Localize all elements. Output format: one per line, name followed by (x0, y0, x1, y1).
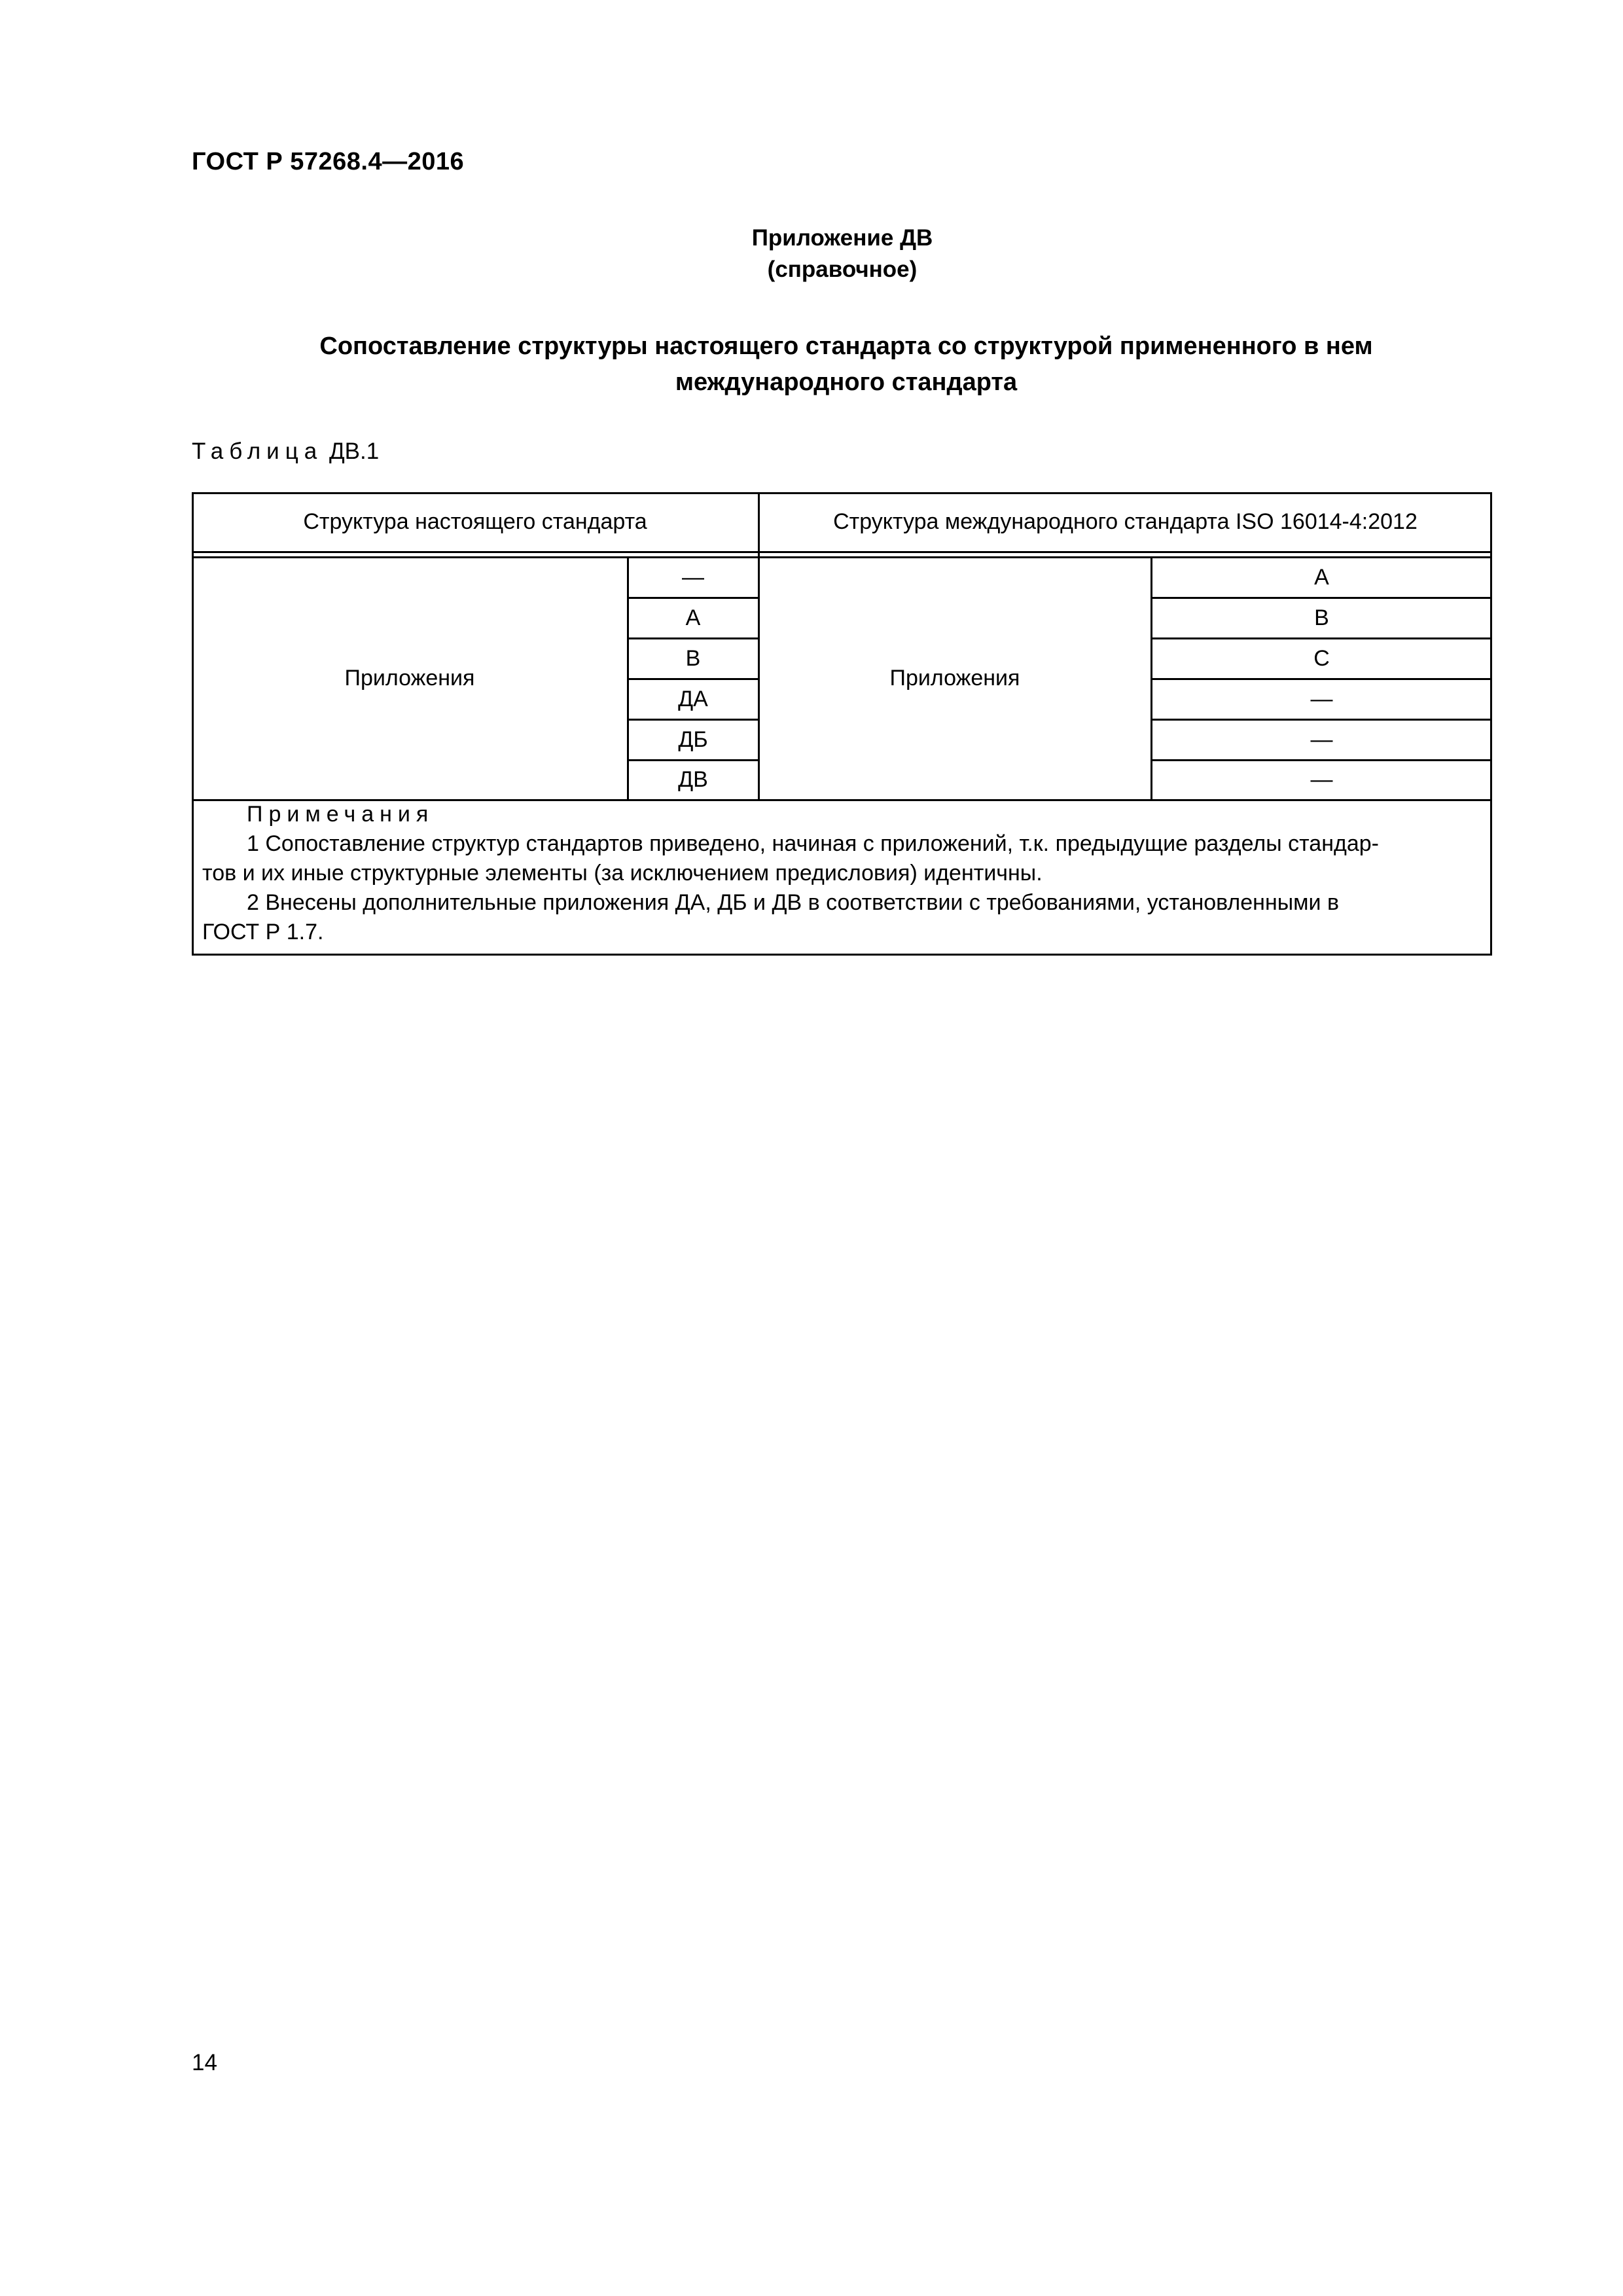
right-group-label: Приложения (889, 666, 1020, 691)
appendix-title: Приложение ДВ (751, 225, 933, 251)
column-separator-main (758, 492, 760, 800)
note-1-line-1: 1 Сопоставление структур стандартов приведено, начиная с приложений, т.к. предыдущие разделы стандар- (247, 831, 1379, 856)
table-border-top (192, 492, 1492, 494)
left-item: ДБ (678, 726, 708, 752)
left-item: В (685, 645, 701, 671)
table-border-right (1490, 492, 1492, 956)
left-item: А (685, 605, 701, 630)
header-cell-current-standard: Структура настоящего стандарта (303, 509, 647, 534)
right-item: — (1310, 686, 1333, 711)
header-rule-upper (192, 551, 1492, 553)
right-item-rule (1151, 719, 1492, 721)
notes-rule (192, 799, 1492, 801)
header-cell-international-standard: Структура международного стандарта ISO 16014-4:2012 (833, 509, 1418, 534)
page-number: 14 (192, 2050, 217, 2075)
appendix-status: (справочное) (767, 257, 918, 282)
table-border-left (192, 492, 194, 956)
right-item: A (1314, 564, 1329, 590)
left-item-rule (628, 637, 758, 639)
document-code: ГОСТ Р 57268.4—2016 (192, 148, 465, 175)
left-item-rule (628, 597, 758, 599)
header-rule-lower (192, 556, 1492, 558)
note-2-line-2: ГОСТ Р 1.7. (202, 920, 324, 944)
left-item: ДВ (678, 767, 708, 792)
right-item: — (1310, 726, 1333, 752)
right-item-rule (1151, 637, 1492, 639)
table-caption-id: ДВ.1 (329, 439, 380, 464)
table-caption-word: Таблица (192, 439, 323, 464)
note-1-line-2: тов и их иные структурные элементы (за исключением предисловия) идентичны. (202, 861, 1043, 886)
left-item-rule (628, 719, 758, 721)
right-item: C (1313, 645, 1330, 671)
table-caption (192, 439, 379, 465)
left-item: ДА (678, 686, 708, 711)
notes-heading: Примечания (247, 802, 435, 827)
comparison-table (192, 492, 1492, 956)
right-item-rule (1151, 759, 1492, 761)
right-item: B (1314, 605, 1329, 630)
note-2-line-1: 2 Внесены дополнительные приложения ДА, ДБ и ДВ в соответствии с требованиями, установленными в (247, 890, 1340, 915)
table-border-bottom (192, 954, 1492, 956)
left-item-rule (628, 678, 758, 680)
section-title-line-1: Сопоставление структуры настоящего стандарта со структурой примененного в нем (319, 332, 1373, 360)
right-item: — (1310, 767, 1333, 792)
right-item-rule (1151, 678, 1492, 680)
left-item: — (682, 564, 704, 590)
right-item-rule (1151, 597, 1492, 599)
left-item-rule (628, 759, 758, 761)
table-notes (192, 800, 1492, 947)
section-title-line-2: международного стандарта (675, 368, 1018, 396)
left-group-label: Приложения (344, 666, 475, 691)
